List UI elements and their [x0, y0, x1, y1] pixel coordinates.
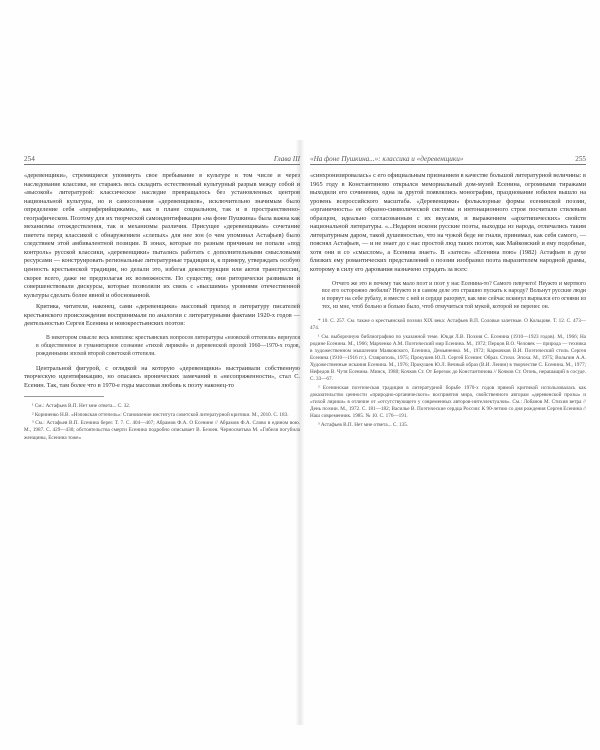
right-footnotes — [310, 318, 586, 429]
right-page-number: 255 — [575, 155, 586, 163]
right-body — [310, 172, 586, 312]
left-page-number: 254 — [24, 155, 35, 163]
left-footnotes — [24, 400, 300, 441]
right-running-head — [310, 155, 586, 165]
right-footnote: ¹ См. выборочную библиографию по указанной теме. Юкдя Л.В. Поэзия С. Есенина (1910—1923 годов). М., 1966; На родине Есенина. М., 1966; Марченко А.М. Поэтический мир Есенина. М., 1972; Перцов В.О. Человек — природа — техника в художественном мышлении Маяковского, Есенина, Демьяненко. М., 1972; Кармачков В.И. Поэтический стиль Сергея Есенина (1910—1916 гг.). Ставрополь, 1975; Прокушев Ю.Л. Сергей Есенин: Образ. Стихи. Эпоха. М., 1975; Вольпин А.А. Художественные искания Есенина. М., 1976; Прокушев Ю.Л. Вечный образ (В.И. Ленин) в творчестве С. Есенина. М., 1977; Нефедов В. Чутя Есенина. Минск, 1980; Кочков Ст. От Березок до Константинова // Кочков Ст. Огонь, нерашащий в сосуде. С. 33—67. — [310, 333, 587, 383]
left-chapter-title: Глава III — [273, 155, 300, 163]
right-chapter-title: «На фоне Пушкина...»: классика и «деревенщики» — [310, 155, 464, 163]
left-page — [24, 155, 300, 443]
left-quote-text: В некотором смысле весь комплекс крестьянских вопросов литературы «нзовской оттепели» вернулся в общественное и гуманитарное сознание «тихой лирикой» и деревенской прозой 1960—1970-х годов, рожденными эпохой второй советской оттепели. — [36, 334, 300, 357]
right-footnote: ³ Астафьев В.П. Нет мне ответа... С. 135. — [318, 422, 409, 428]
left-paragraph: «деревенщики», стремящиеся упомянуть свое пребывание в культуре в том числе и через наследование классике, не стараясь весь складить естественный культурный разрыв между собой и «высокой» литературой: классическое наследие превращалось без установленных центров национальной культуры, но и самосознания «деревенщиков», исключительно значимым было определение себя «периферийщиками», как в плане социальном, так и в пространственно-географическом. Поэтому для их творческой самоидентификации «на фоне Пушкина» была важна как механизмы отождествления, так и механизмы различия. Присущее «деревенщикам» сочетание пиетета перед классикой с обнаружением «слепых» для нее зон (о чем упоминал Астафьев) было следствием этой амбивалентной позиции. В зонах, которые по разным причинам не попали «под контроль» русской классики, «деревенщики» пытались работать с дополнительными смысловыми ресурсами — конструировать региональные литературные традиции и, к примеру, утверждать особую ценность крестьянской традиции, но делали это, избегая деконструкции или актов трансгрессии, скорее всего, даже не предполагая их возможности. По существу, они риторически развивали и совершенствовали дискурсы, которые позволяли их связь с «высшими» уровнями отечественной культуры сделать более явной и обоснованной. — [24, 172, 300, 299]
right-paragraph: «синхронизировалась» с его официальным признанием в качестве большой литературной величины: в 1965 году в Константиново открылся мемориальный дом-музей Есенина, огромными тиражами выходили его сочинения, одна за другой появлялись монографии, празднование юбилея вышло на уровень всероссийского масштаба. «Деревенщики» фольклорные формы есенинской поэзии, «органичность» ее образно-символической системы и интонационного строя посчитали стилевым образцом, идеально согласованным с их вкусами, и выражением «архетипических» свойств национальной литературы. «...Недаром искони русские поэты, выходцы из народа, отличались таким литературным даром, такой душевностью, что на чужой беде не гнали, принимал, как себя самого, — пояснял Астафьев, — и не знает до с нас простой люд таких поэтов, как Майковский и ему подобные, хотя они и со «смыслом», а Есенина знает». В «затеси» «Есенина пою» (1982) Астафьев в духе близких ему романтических представлений о поэзии изобразил поэта выразителем народной драмы, которому в силу его дарования назначено страдать за всех: — [310, 172, 586, 274]
left-running-head — [24, 155, 300, 165]
left-paragraph: Критика, читатели, наконец, сами «деревенщики» массовый приход в литературу писателей крестьянского происхождения воспринимали по аналогии с литературными фактами 1920-х годов — деятельностью Сергея Есенина и новокрестьянских поэтов: — [24, 303, 300, 328]
left-paragraph: Центральной фигурой, с оглядкой на которую «деревенщики» выстраивали собственную творческую идентификацию, но опасаясь иронических замечаний в «несопряженности», стал С. Есенин. Так, там более что в 1970-е годы массовая любовь к поэту наконец-то — [24, 364, 300, 389]
right-page — [310, 155, 586, 431]
right-block-quote — [322, 281, 586, 313]
right-footnote: ² Есенинская поэтическая традиция в литературной борьбе 1970-х годов прямой критикой использовалась как доказательство ценности «природно-органического» восприятия мира, свойственного авторам «деревенской прозы» и «тихой лирики» в отличие от «отсутствующего у современных авторов-интеллектуалов». См.: Лобанов М. Стихия ветра // День поэзии. М., 1972. С. 181—182; Василье В. Поэтические сердца России: К 90-летию со дня рождения Сергея Есенина // Наш современник. 1985. № 10. С. 176—191. — [310, 385, 586, 420]
right-quote-text: Отчего же это и почему так мало поэт и поэт у нас Есенина-то? Самого певучего! Неужто и мертвого все его осторожно любили? Неужто и в самом деле это страшно пускать к народу? Вольнут русские люди и порвут на себе рубаху, и вместе с ней и сердце разорвут, как мне сейчас вскинул вырвался его огнями из тех, из мне, чтоб больно и больно было, чтоб отмучиться той мукой, которой не перенес он. — [322, 280, 586, 311]
left-footnote: ³ См.: Астафьев В.П. Есенина берег. Т. 7. С. 404—407; Абрамов Ф.А. О Есенине // Абрамов Ф.А. Слово в едином вою. М., 1987. С. 429—430; обстоятельства смерти Есенина подробно описывает В. Безоев. Черносвитьва М. «Гибеля погубила женщины, Есенина тоже» — [24, 420, 300, 441]
left-footnote: ² Корниенко Н.В. «Нэповская оттепель»: Становление института советской литературной критики. М., 2010. С. 183. — [32, 411, 289, 418]
right-footnote: * 10. С. 257. См. также о крестьянской поэзии XIX века: Астафьев В.П. Соловьи залетные. О Кольцове. Т. 12. С. 473—474. — [310, 318, 586, 332]
left-body — [24, 172, 300, 390]
left-block-quote — [36, 335, 300, 359]
left-footnote: ¹ См.: Астафьев В.П. Нет мне ответа... С. 32. — [32, 403, 131, 410]
